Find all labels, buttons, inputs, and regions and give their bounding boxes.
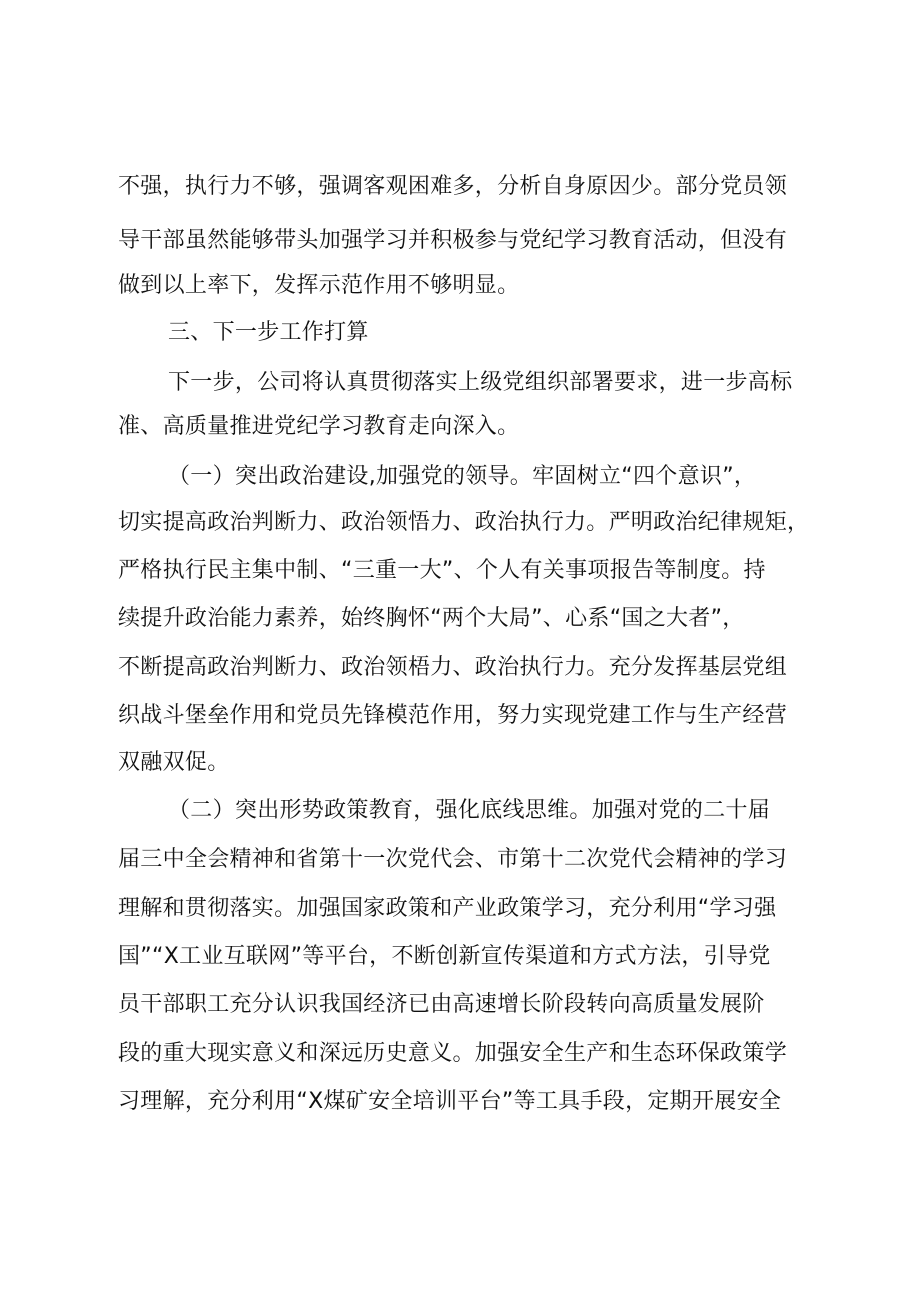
text-line-1: 不强，执行力不够，强调客观困难多，分析自身原因少。部分党员领 bbox=[118, 174, 788, 199]
text-line-3: 做到以上率下，发挥示范作用不够明显。 bbox=[118, 273, 520, 298]
text-line-19: 段的重大现实意义和深远历史意义。加强安全生产和生态环保政策学 bbox=[118, 1041, 788, 1066]
text-line-9: 严格执行民主集中制、“三重一大”、个人有关事项报告等制度。持 bbox=[118, 558, 766, 583]
text-line-15: 届三中全会精神和省第十一次党代会、市第十二次党代会精神的学习 bbox=[118, 847, 788, 872]
text-line-2: 导干部虽然能够带头加强学习并积极参与党纪学习教育活动，但没有 bbox=[118, 228, 788, 253]
text-line-13: 双融双促。 bbox=[118, 750, 230, 775]
text-line-6: 准、高质量推进党纪学习教育走向深入。 bbox=[118, 414, 520, 439]
text-line-11: 不断提高政治判断力、政治领梧力、政治执行力。充分发挥基层党组 bbox=[118, 655, 788, 680]
text-line-16: 理解和贯彻落实。加强国家政策和产业政策学习，充分利用“学习强 bbox=[118, 896, 777, 921]
section-heading: 三、下一步工作打算 bbox=[168, 320, 369, 345]
text-line-12: 织战斗堡垒作用和党员先锋模范作用，努力实现党建工作与生产经营 bbox=[118, 703, 788, 728]
text-line-20: 习理解，充分利用“X煤矿安全培训平台”等工具手段，定期开展安全 bbox=[118, 1089, 782, 1114]
text-line-5: 下一步，公司将认真贯彻落实上级党组织部署要求，进一步高标 bbox=[168, 370, 793, 395]
text-line-10: 续提升政治能力素养，始终胸怀“两个大局”、心系“国之大者”， bbox=[118, 606, 745, 631]
text-line-17: 国”“X工业互联网”等平台，不断创新宣传渠道和方式方法，引导党 bbox=[118, 944, 771, 969]
subsection-heading-2: （二）突出形势政策教育，强化底线思维。加强对党的二十届 bbox=[168, 798, 771, 823]
text-line-18: 员干部职工充分认识我国经济已由高速增长阶段转向高质量发展阶 bbox=[118, 992, 765, 1017]
subsection-heading-1: （一）突出政治建设,加强党的领导。牢固树立“四个意识”， bbox=[168, 464, 757, 489]
text-line-8: 切实提高政治判断力、政治领悟力、政治执行力。严明政治纪律规矩， bbox=[118, 510, 810, 535]
